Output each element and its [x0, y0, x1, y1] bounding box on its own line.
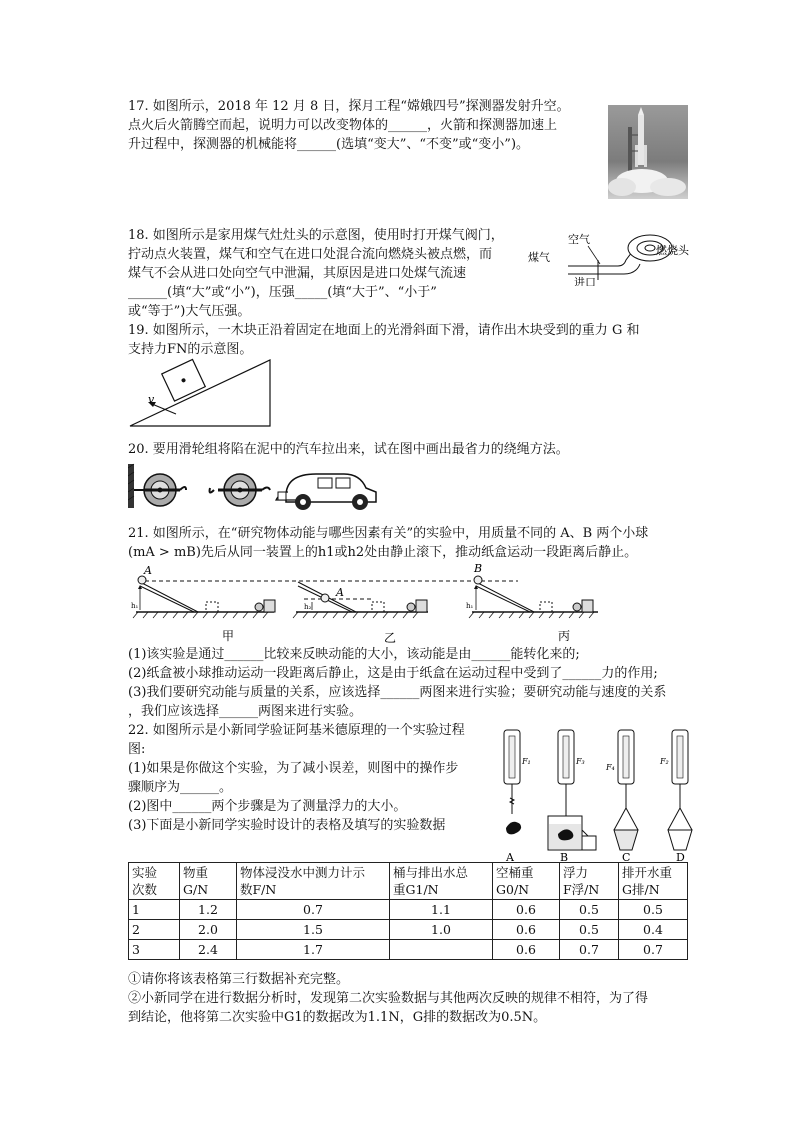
label-step-d: D — [676, 851, 685, 864]
table-header-cell: 实验 次数 — [129, 863, 180, 900]
table-cell: 1.7 — [237, 940, 390, 960]
label-step-b: B — [560, 851, 569, 864]
q19-line2: 支持力FN的示意图。 — [128, 342, 253, 357]
table-header-cell: 桶与排出水总 重G1/N — [390, 863, 493, 900]
table-header-cell: 空桶重 G0/N — [493, 863, 560, 900]
table-cell: 0.5 — [560, 900, 619, 920]
table-cell: 2 — [129, 920, 180, 940]
pulley-car-diagram — [128, 462, 384, 512]
label-jia: 甲 — [222, 629, 235, 643]
table-cell: 0.4 — [619, 920, 688, 940]
label-f1: F₁ — [522, 757, 531, 766]
incline-diagram — [128, 358, 274, 430]
table-cell: 0.6 — [493, 940, 560, 960]
table-row — [129, 940, 688, 960]
label-f3: F₃ — [576, 757, 585, 766]
q18-line1: 18. 如图所示是家用煤气灶灶头的示意图，使用时打开煤气阀门， — [128, 228, 504, 243]
label-h1-bing: h₁ — [466, 602, 474, 610]
label-step-c: C — [622, 851, 631, 864]
q21-sub1: (1)该实验是通过______比较来反映动能的大小，该动能是由______能转化来的; — [128, 647, 580, 662]
q18-line4: ______(填“大”或“小”)，压强_____(填“大于”、“小于” — [128, 285, 437, 300]
q21-sub3a: (3)我们要研究动能与质量的关系，应该选择______两图来进行实验；要研究动能与速度的关系 — [128, 685, 667, 700]
table-cell: 0.5 — [560, 920, 619, 940]
table-row — [129, 900, 688, 920]
q18-line5: 或“等于”)大气压强。 — [128, 304, 251, 319]
table-row — [129, 920, 688, 940]
label-gas: 煤气 — [528, 251, 550, 264]
q22-sub2: (2)图中______两个步骤是为了测量浮力的大小。 — [128, 799, 407, 814]
q21-line2: (mA > mB)先后从同一装置上的h1或h2处由静止滚下，推动纸盒运动一段距离后静止。 — [128, 545, 638, 560]
table-cell: 1.0 — [390, 920, 493, 940]
label-h1-jia: h₁ — [131, 602, 139, 610]
table-cell: 1.2 — [180, 900, 237, 920]
label-a-jia: A — [144, 564, 152, 577]
q20-line1: 20. 要用滑轮组将陷在泥中的汽车拉出来，试在图中画出最省力的绕绳方法。 — [128, 442, 569, 457]
label-h2-yi: h₂ — [304, 603, 312, 611]
table-cell — [390, 940, 493, 960]
q22-sub1a: (1)如果是你做这个实验，为了减小误差，则图中的操作步 — [128, 761, 459, 776]
label-bing: 丙 — [558, 629, 571, 643]
q22-note2a: ②小新同学在进行数据分析时，发现第二次实验数据与其他两次反映的规律不相符，为了得 — [128, 991, 649, 1006]
label-inlet: 进口 — [574, 276, 596, 286]
table-cell: 0.7 — [619, 940, 688, 960]
table-cell: 1 — [129, 900, 180, 920]
q22-line1: 22. 如图所示是小新同学验证阿基米德原理的一个实验过程 — [128, 723, 465, 738]
label-v: v — [148, 393, 155, 406]
q17-line2: 点火后火箭腾空而起，说明力可以改变物体的______，火箭和探测器加速上 — [128, 118, 558, 133]
label-f2: F₂ — [660, 757, 669, 766]
table-header-cell: 排开水重 G排/N — [619, 863, 688, 900]
gas-stove-diagram — [528, 224, 700, 286]
table-cell: 0.7 — [237, 900, 390, 920]
table-cell: 1.1 — [390, 900, 493, 920]
archimedes-experiment-diagram — [490, 724, 702, 864]
table-cell: 0.5 — [619, 900, 688, 920]
experiment-data-table — [128, 862, 688, 960]
q17-line1: 17. 如图所示，2018 年 12 月 8 日，探月工程“嫦娥四号”探测器发射升空。 — [128, 99, 570, 114]
label-air: 空气 — [568, 233, 590, 246]
q22-sub3: (3)下面是小新同学实验时设计的表格及填写的实验数据 — [128, 818, 446, 833]
q21-sub2: (2)纸盒被小球推动运动一段距离后静止，这是由于纸盒在运动过程中受到了______力的作用; — [128, 666, 658, 681]
q22-note2b: 到结论，他将第二次实验中G1的数据改为1.1N，G排的数据改为0.5N。 — [128, 1010, 547, 1025]
q17-line3: 升过程中，探测器的机械能将______(选填“变大”、“不变”或“变小”)。 — [128, 137, 530, 152]
q21-sub3b: ，我们应该选择______两图来进行实验。 — [128, 704, 363, 719]
table-cell: 2.4 — [180, 940, 237, 960]
table-header-cell: 物重 G/N — [180, 863, 237, 900]
rocket-launch-photo — [608, 105, 688, 199]
q21-line1: 21. 如图所示，在“研究物体动能与哪些因素有关”的实验中，用质量不同的 A、B 两个小球 — [128, 526, 649, 541]
q22-sub1b: 骤顺序为______。 — [128, 780, 233, 795]
table-header-cell: 浮力 F浮/N — [560, 863, 619, 900]
table-cell: 0.6 — [493, 900, 560, 920]
q18-line2: 拧动点火装置，煤气和空气在进口处混合流向燃烧头被点燃，而 — [128, 247, 493, 262]
label-a-yi: A — [336, 586, 344, 599]
label-b-bing: B — [474, 562, 483, 575]
table-cell: 3 — [129, 940, 180, 960]
table-header-row — [129, 863, 688, 900]
q18-line3: 煤气不会从进口处向空气中泄漏，其原因是进口处煤气流速 — [128, 266, 467, 281]
table-cell: 0.7 — [560, 940, 619, 960]
label-f4: F₄ — [606, 763, 615, 772]
table-header-cell: 物体浸没水中测力计示 数F/N — [237, 863, 390, 900]
q22-note1: ①请你将该表格第三行数据补充完整。 — [128, 972, 350, 987]
q22-line2: 图: — [128, 742, 146, 757]
table-cell: 0.6 — [493, 920, 560, 940]
table-cell: 1.5 — [237, 920, 390, 940]
label-burner: 燃烧头 — [656, 244, 689, 257]
label-yi: 乙 — [384, 631, 397, 645]
kinetic-energy-apparatus — [128, 562, 608, 646]
table-cell: 2.0 — [180, 920, 237, 940]
q19-line1: 19. 如图所示，一木块正沿着固定在地面上的光滑斜面下滑，请作出木块受到的重力 G 和 — [128, 323, 640, 338]
label-step-a: A — [506, 851, 514, 864]
